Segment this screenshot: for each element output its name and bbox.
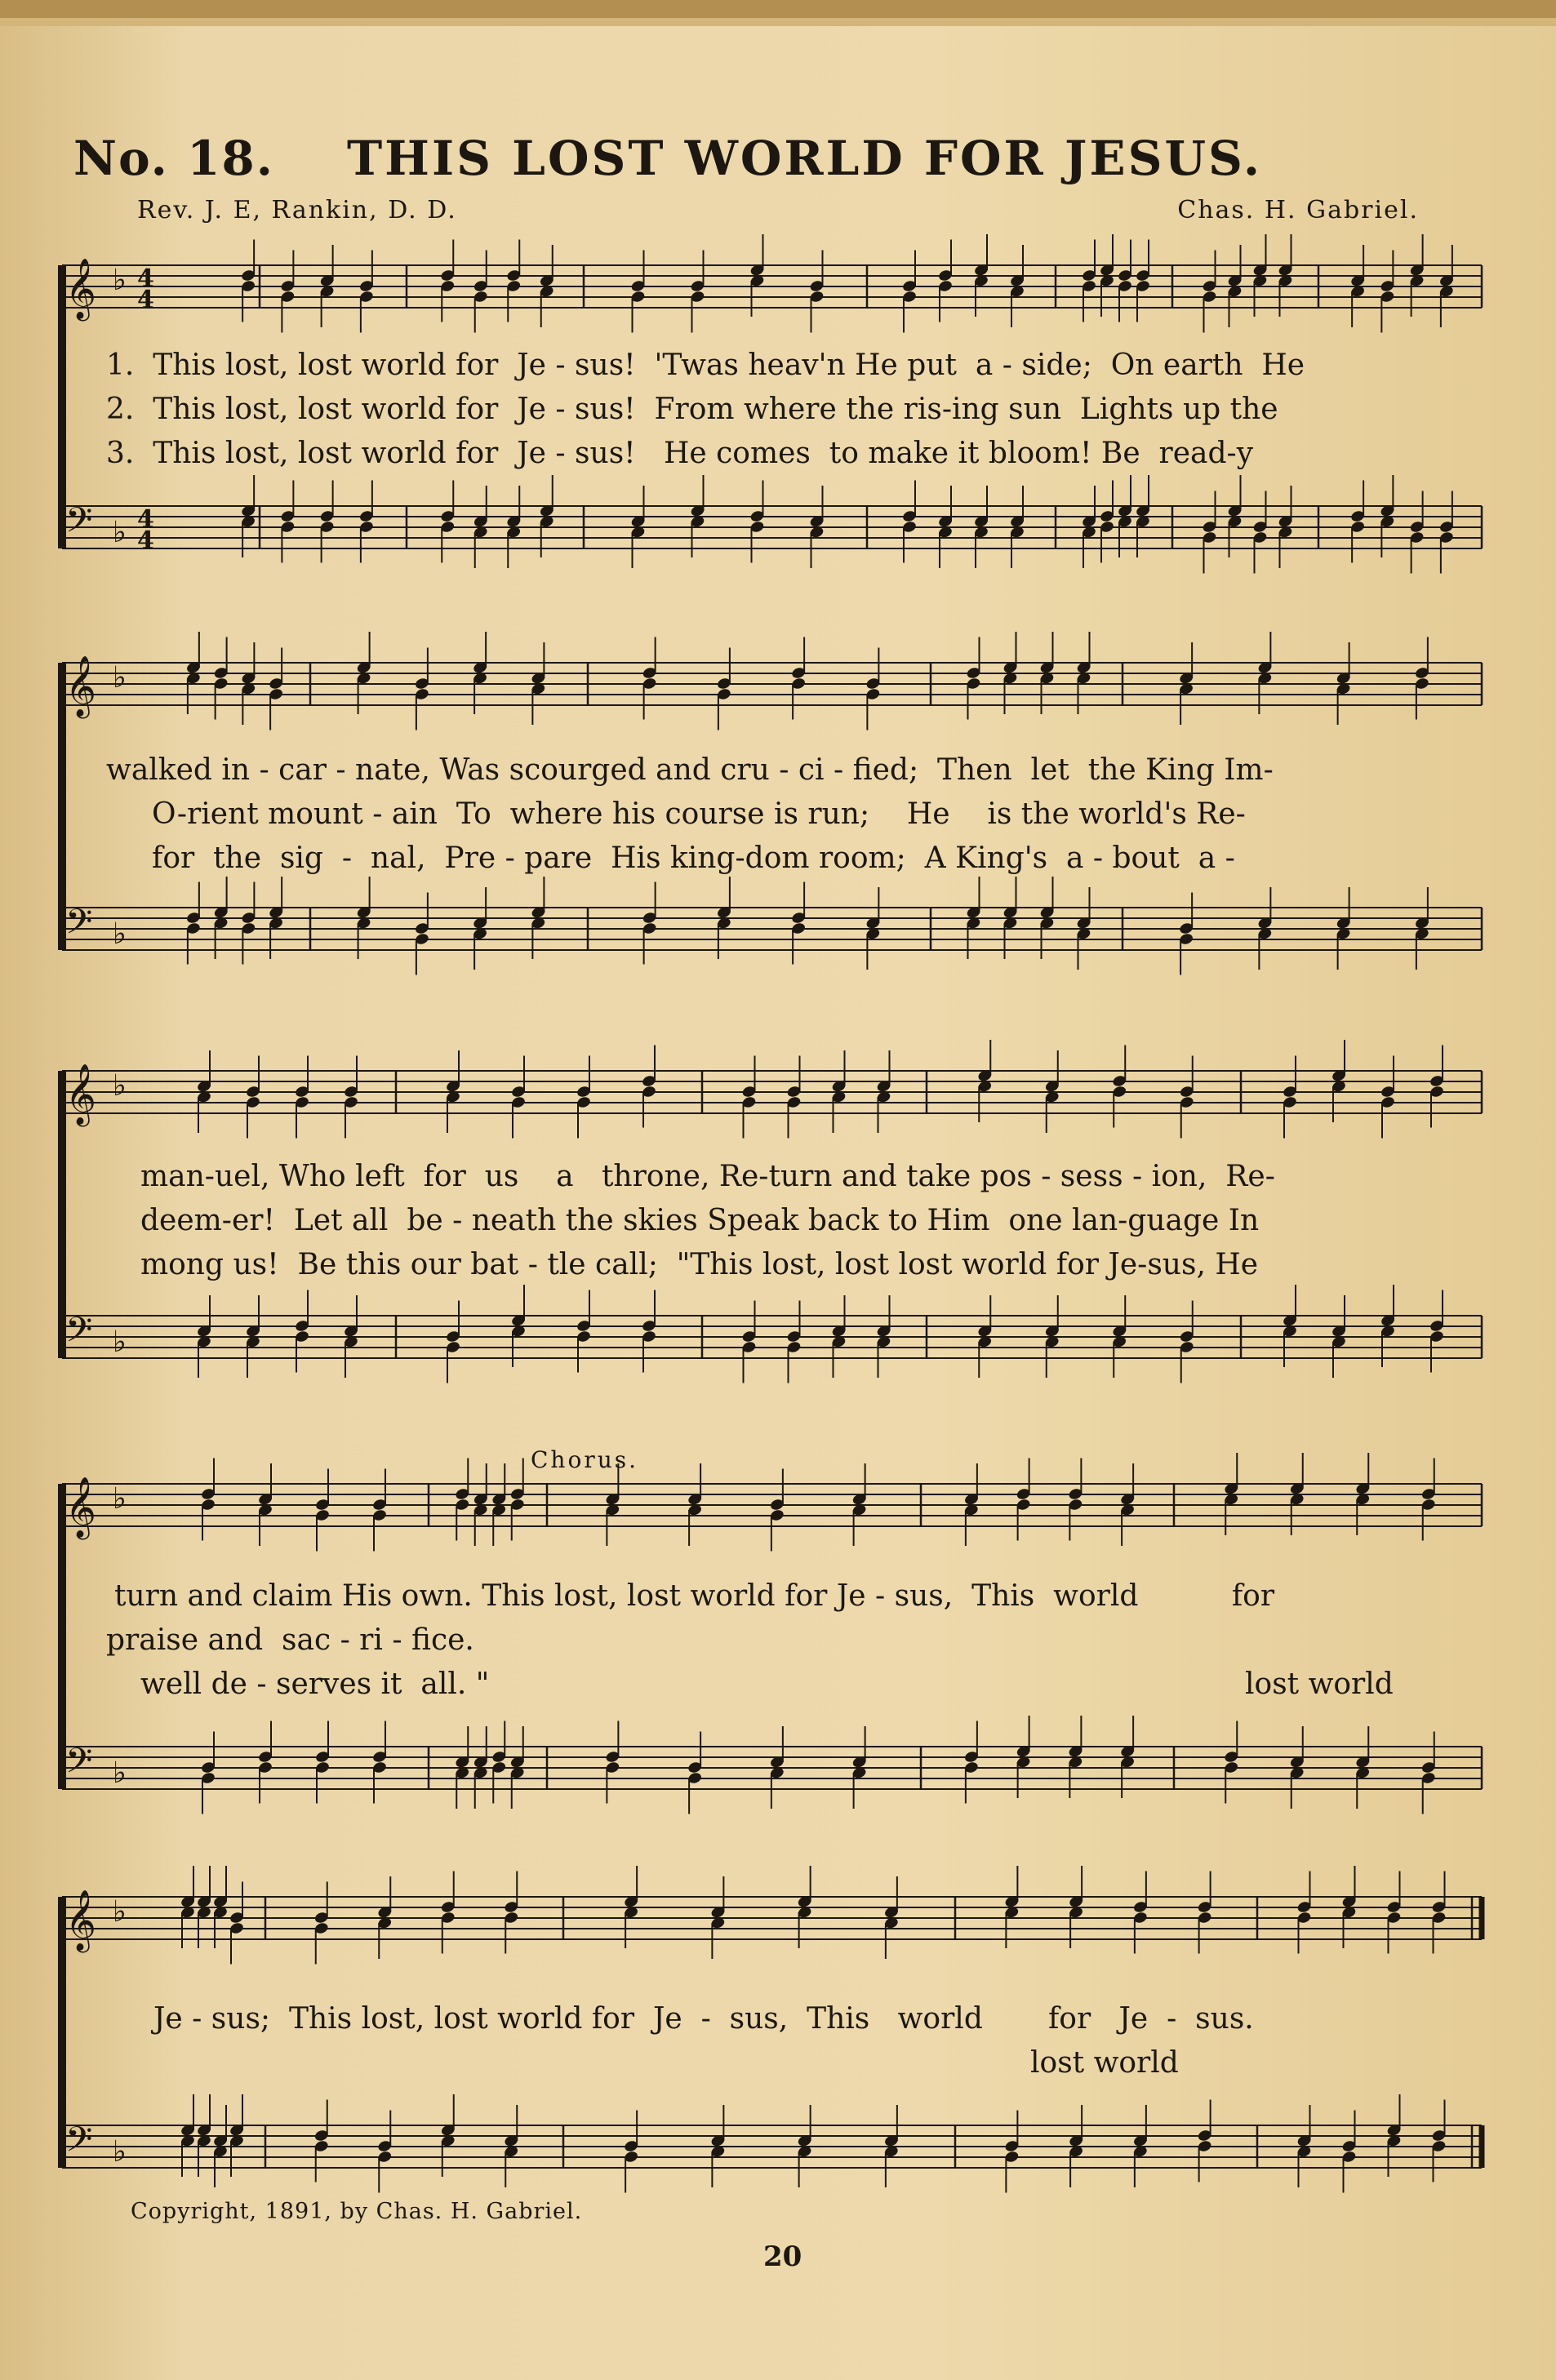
lyric-line: deem-er! Let all be - neath the skies Speak back to Him one lan-guage In: [140, 1204, 1260, 1237]
chorus-label: Chorus.: [531, 1446, 639, 1473]
lyric-line: mong us! Be this our bat - tle call; "This lost, lost lost world for Je-sus, He: [140, 1248, 1259, 1281]
lyric-line: for the sig - nal, Pre - pare His king-dom room; A King's a - bout a -: [152, 841, 1235, 875]
time-signature: 4: [137, 264, 154, 293]
bass-clef-icon: 𝄢: [65, 1310, 93, 1359]
lyric-line: walked in - car - nate, Was scourged and cru - ci - fied; Then let the King Im-: [106, 753, 1274, 787]
lyric-line: O-rient mount - ain To where his course is run; He is the world's Re-: [152, 797, 1246, 831]
lyricist-credit: Rev. J. E, Rankin, D. D.: [137, 196, 457, 224]
lyric-line: 2. This lost, lost world for Je - sus! From where the ris-ing sun Lights up the: [106, 393, 1278, 426]
flat-icon: ♭: [113, 661, 127, 695]
treble-clef-icon: 𝄞: [65, 656, 96, 717]
flat-icon: ♭: [113, 1325, 127, 1359]
flat-icon: ♭: [113, 516, 127, 549]
treble-clef-icon: 𝄞: [65, 1477, 96, 1538]
bass-clef-icon: 𝄢: [65, 902, 93, 951]
treble-clef-icon: 𝄞: [65, 259, 96, 319]
copyright-notice: Copyright, 1891, by Chas. H. Gabriel.: [131, 2199, 583, 2224]
time-signature: 4: [137, 286, 154, 314]
lyric-line: man-uel, Who left for us a throne, Re-turn and take pos - sess - ion, Re-: [140, 1160, 1275, 1193]
lyric-line: lost world: [1245, 1667, 1394, 1701]
lyric-line: Je - sus; This lost, lost world for Je - sus, This world for Je - sus.: [153, 2002, 1254, 2036]
flat-icon: ♭: [113, 1482, 127, 1516]
bass-clef-icon: 𝄢: [65, 2120, 93, 2169]
bass-clef-icon: 𝄢: [65, 1741, 93, 1790]
lyric-line: praise and sac - ri - fice.: [106, 1623, 474, 1657]
flat-icon: ♭: [113, 917, 127, 951]
time-signature: 4: [137, 505, 154, 534]
flat-icon: ♭: [113, 1756, 127, 1790]
bass-clef-icon: 𝄢: [65, 500, 93, 549]
composer-credit: Chas. H. Gabriel.: [1177, 196, 1419, 224]
lyric-line: 1. This lost, lost world for Je - sus! 'Twas heav'n He put a - side; On earth He: [106, 349, 1305, 382]
lyric-line: lost world: [1030, 2046, 1179, 2080]
flat-icon: ♭: [113, 2135, 127, 2169]
treble-clef-icon: 𝄞: [65, 1064, 96, 1125]
lyric-line: turn and claim His own. This lost, lost world for Je - sus, This world for: [114, 1579, 1275, 1613]
hymn-title: THIS LOST WORLD FOR JESUS.: [347, 131, 1263, 186]
treble-clef-icon: 𝄞: [65, 1890, 96, 1951]
hymn-number: No. 18.: [73, 131, 274, 186]
lyric-line: well de - serves it all. ": [140, 1667, 490, 1701]
flat-icon: ♭: [113, 264, 127, 297]
flat-icon: ♭: [113, 1895, 127, 1929]
page-number: 20: [763, 2240, 802, 2273]
lyric-line: 3. This lost, lost world for Je - sus! He comes to make it bloom! Be read-y: [106, 437, 1254, 470]
flat-icon: ♭: [113, 1069, 127, 1103]
time-signature: 4: [137, 526, 154, 555]
